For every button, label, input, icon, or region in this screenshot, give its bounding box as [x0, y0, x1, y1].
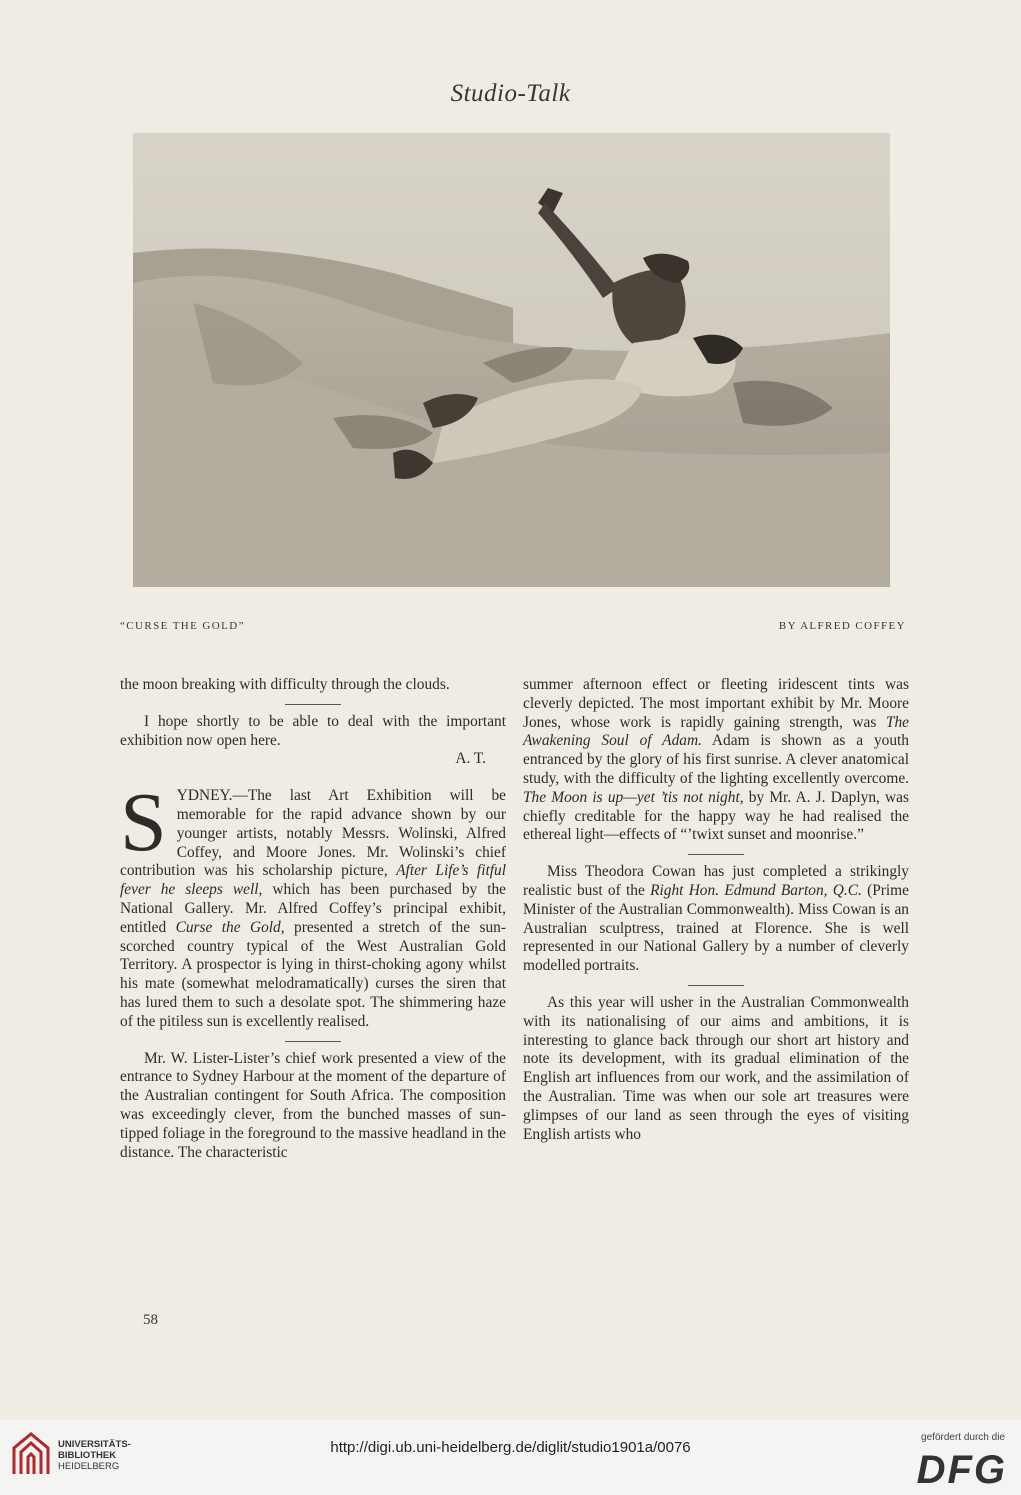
paragraph: the moon breaking with difficulty through the clouds.: [120, 676, 450, 693]
author-initials: A. T.: [455, 750, 486, 768]
left-column: [120, 676, 506, 1162]
paragraph: As this year will usher in the Australian Commonwealth with its nationalising of our aims and ambitions, it is interesting to glance back through our short art history and note its development, with its gradual elimination of the English art influences from our work, and the assimilation of the Australian. Time was when our sole art treasures were glimpses of our land as seen through the eyes of visiting English artists who: [523, 993, 909, 1143]
running-title: Studio-Talk: [450, 80, 571, 107]
signoff-line: [120, 750, 506, 769]
paragraph-text: by Mr. A. J. Daplyn, was chiefly creditable for the happy way he had realised the ethereal light—effects of “’twixt sunset and moonrise.”: [523, 788, 909, 844]
paragraph-text: which has been purchased by the National Gallery. Mr. Alfred Coffey’s principal exhibit, entitled: [120, 881, 506, 936]
paragraph-text: Adam is shown as a youth entranced by the glory of his first sunrise. A clever anatomical study, with the difficulty of the lighting excellently overcome.: [523, 732, 909, 787]
paragraph: [523, 863, 909, 976]
paragraph-text: (Prime Minister of the Australian Commonwealth). Miss Cowan is an Australian sculptress, trained at Florence. She is well represented in our National Gallery by a number of cleverly modelled portraits.: [523, 881, 909, 975]
funding-note: gefördert durch die: [921, 1432, 1005, 1443]
source-url-link[interactable]: http://digi.ub.uni-heidelberg.de/diglit/studio1901a/0076: [330, 1439, 691, 1456]
paragraph-text: Miss Theodora Cowan has just completed a strikingly realistic bust of the: [523, 863, 909, 899]
paragraph-text: I hope shortly to be able to deal with the important exhibition now open here.: [120, 712, 506, 749]
artwork-title: After Life’s fitful fever he sleeps well,: [120, 862, 506, 899]
artwork-title: Curse the Gold,: [175, 918, 285, 936]
paragraph: [523, 676, 909, 845]
painting-plate: [133, 133, 890, 587]
section-divider: [285, 704, 341, 705]
section-divider: [285, 1041, 341, 1042]
paragraph: [120, 713, 506, 751]
artwork-title: The Moon is up—yet ’tis not night,: [523, 788, 744, 806]
artwork-title: Right Hon. Edmund Barton, Q.C.: [650, 881, 862, 899]
paragraph-text: summer afternoon effect or fleeting iridescent tints was cleverly depicted. The most important exhibit by Mr. Moore Jones, whose work is rapidly gaining strength, was: [523, 676, 909, 731]
section-divider: [688, 985, 744, 986]
page-number: 58: [143, 1312, 158, 1328]
library-name-line: HEIDELBERG: [58, 1461, 120, 1472]
paragraph-text: YDNEY.—The last Art Exhibition will be memorable for the rapid advance shown by our younger artists, notably Messrs. Wolinski, Alfred Coffey, and Moore Jones. Mr. Wolinski’s chief contribution was his scholarship picture,: [120, 787, 506, 880]
painting-illustration: [133, 133, 890, 587]
artwork-title: The Awakening Soul of Adam.: [523, 713, 909, 750]
dfg-logo: DFG: [916, 1448, 1007, 1492]
section-divider: [688, 854, 744, 855]
library-name-line: UNIVERSITÄTS-: [58, 1439, 131, 1450]
plate-caption-title: “CURSE THE GOLD”: [120, 620, 245, 632]
paragraph-sydney: [120, 776, 506, 1031]
plate-caption-artist: BY ALFRED COFFEY: [778, 620, 906, 632]
paragraph-text: presented a stretch of the sun-scorched country typical of the West Australian Gold Territory. A prospector is lying in thirst-choking agony whilst his mate (somewhat melodramatically) curses the siren that has lured them to such a desolate spot. The shimmering haze of the pitiless sun is excellently realised.: [120, 918, 506, 1030]
library-name-line: BIBLIOTHEK: [58, 1450, 117, 1461]
drop-cap: S: [120, 776, 167, 870]
right-column: [523, 676, 909, 1144]
paragraph: Mr. W. Lister-Lister’s chief work presented a view of the entrance to Sydney Harbour at the moment of the departure of the Australian contingent for South Africa. The composition was exceedingly clever, from the bunched masses of sun-tipped foliage in the foreground to the massive headland in the distance. The characteristic: [120, 1049, 506, 1161]
digitization-footer: [0, 1420, 1021, 1495]
